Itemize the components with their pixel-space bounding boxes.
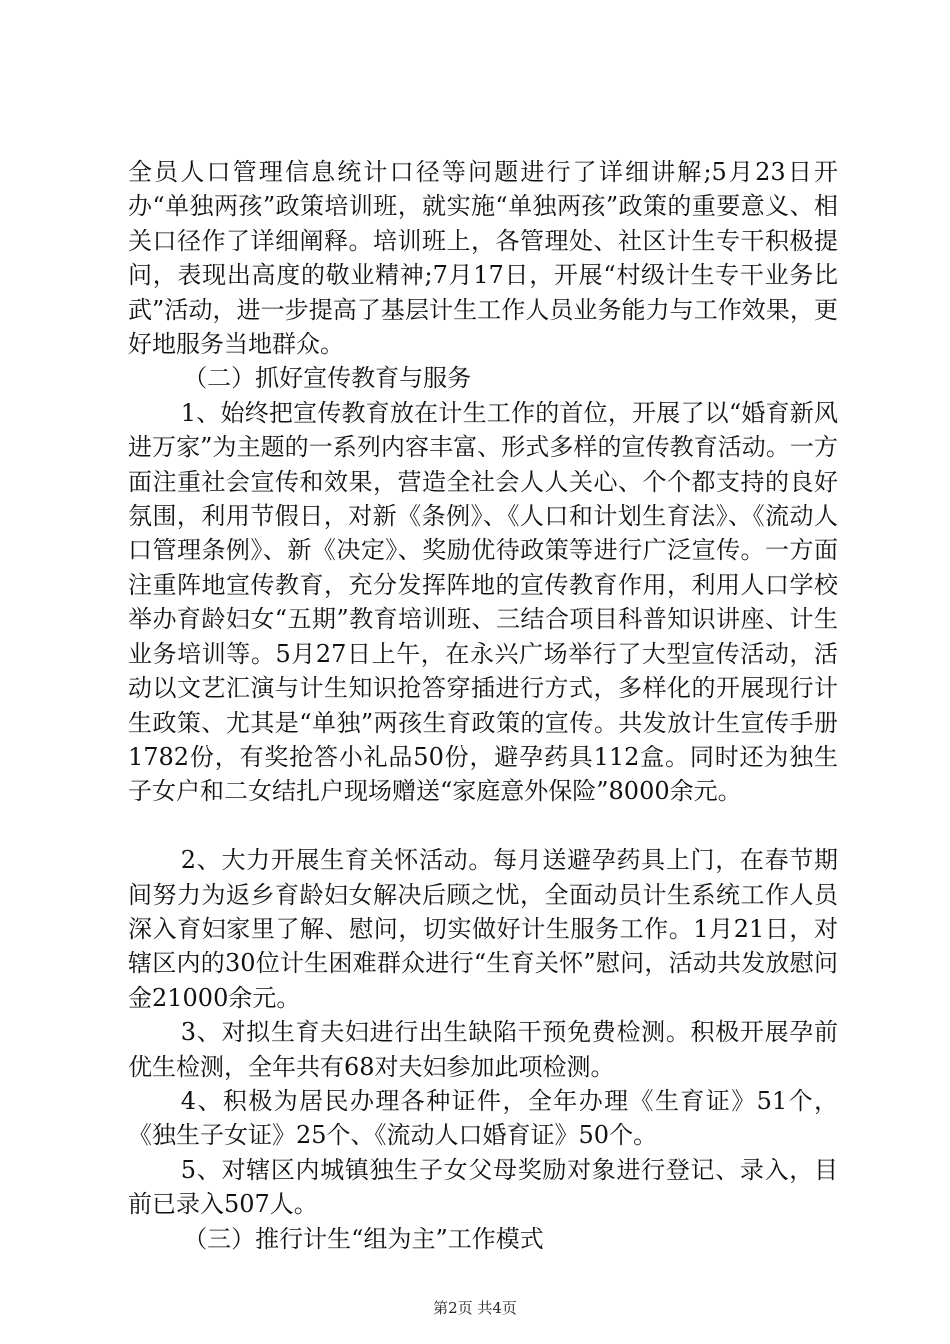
paragraph-certificates: 4、积极为居民办理各种证件，全年办理《生育证》51个，《独生子女证》25个、《流动人口婚育证》50个。 — [128, 1086, 838, 1150]
document-body — [128, 155, 838, 1256]
paragraph-care-activities: 2、大力开展生育关怀活动。每月送避孕药具上门，在春节期间努力为返乡育龄妇女解决后顾之忧，全面动员计生系统工作人员深入育妇家里了解、慰问，切实做好计生服务工作。1月21日，对辖区内的30位计生困难群众进行“生育关怀”慰问，活动共发放慰问金21000余元。 — [128, 846, 838, 1012]
section-heading-group-mode: （三）推行计生“组为主”工作模式 — [183, 1224, 544, 1253]
paragraph-birth-defect-testing: 3、对拟生育夫妇进行出生缺陷干预免费检测。积极开展孕前优生检测，全年共有68对夫妇参加此项检测。 — [128, 1018, 838, 1081]
paragraph-publicity-education: 1、始终把宣传教育放在计生工作的首位，开展了以“婚育新风进万家”为主题的一系列内容丰富、形式多样的宣传教育活动。一方面注重社会宣传和效果，营造全社会人人关心、个个都支持的良好氛围，利用节假日，对新《条例》、《人口和计划生育法》、《流动人口管理条例》、新《决定》、奖励优待政策等进行广泛宣传。一方面注重阵地宣传教育，充分发挥阵地的宣传教育作用，利用人口学校举办育龄妇女“五期”教育培训班、三结合项目科普知识讲座、计生业务培训等。5月27日上午，在永兴广场举行了大型宣传活动，活动以文艺汇演与计生知识抢答穿插进行方式，多样化的开展现行计生政策、尤其是“单独”两孩生育政策的宣传。共发放计生宣传手册1782份，有奖抢答小礼品50份，避孕药具112盒。同时还为独生子女户和二女结扎户现场赠送“家庭意外保险”8000余元。 — [128, 398, 838, 806]
page-footer: 第2页 共4页 — [433, 1299, 517, 1317]
paragraph-training-summary: 全员人口管理信息统计口径等问题进行了详细讲解;5月23日开办“单独两孩”政策培训班，就实施“单独两孩”政策的重要意义、相关口径作了详细阐释。培训班上，各管理处、社区计生专干积极提问，表现出高度的敬业精神;7月17日，开展“村级计生专干业务比武”活动，进一步提高了基层计生工作人员业务能力与工作效果，更好地服务当地群众。 — [128, 158, 838, 359]
paragraph-spacer — [128, 809, 838, 843]
section-heading-publicity: （二）抓好宣传教育与服务 — [183, 364, 472, 393]
paragraph-registration: 5、对辖区内城镇独生子女父母奖励对象进行登记、录入，目前已录入507人。 — [128, 1155, 838, 1219]
